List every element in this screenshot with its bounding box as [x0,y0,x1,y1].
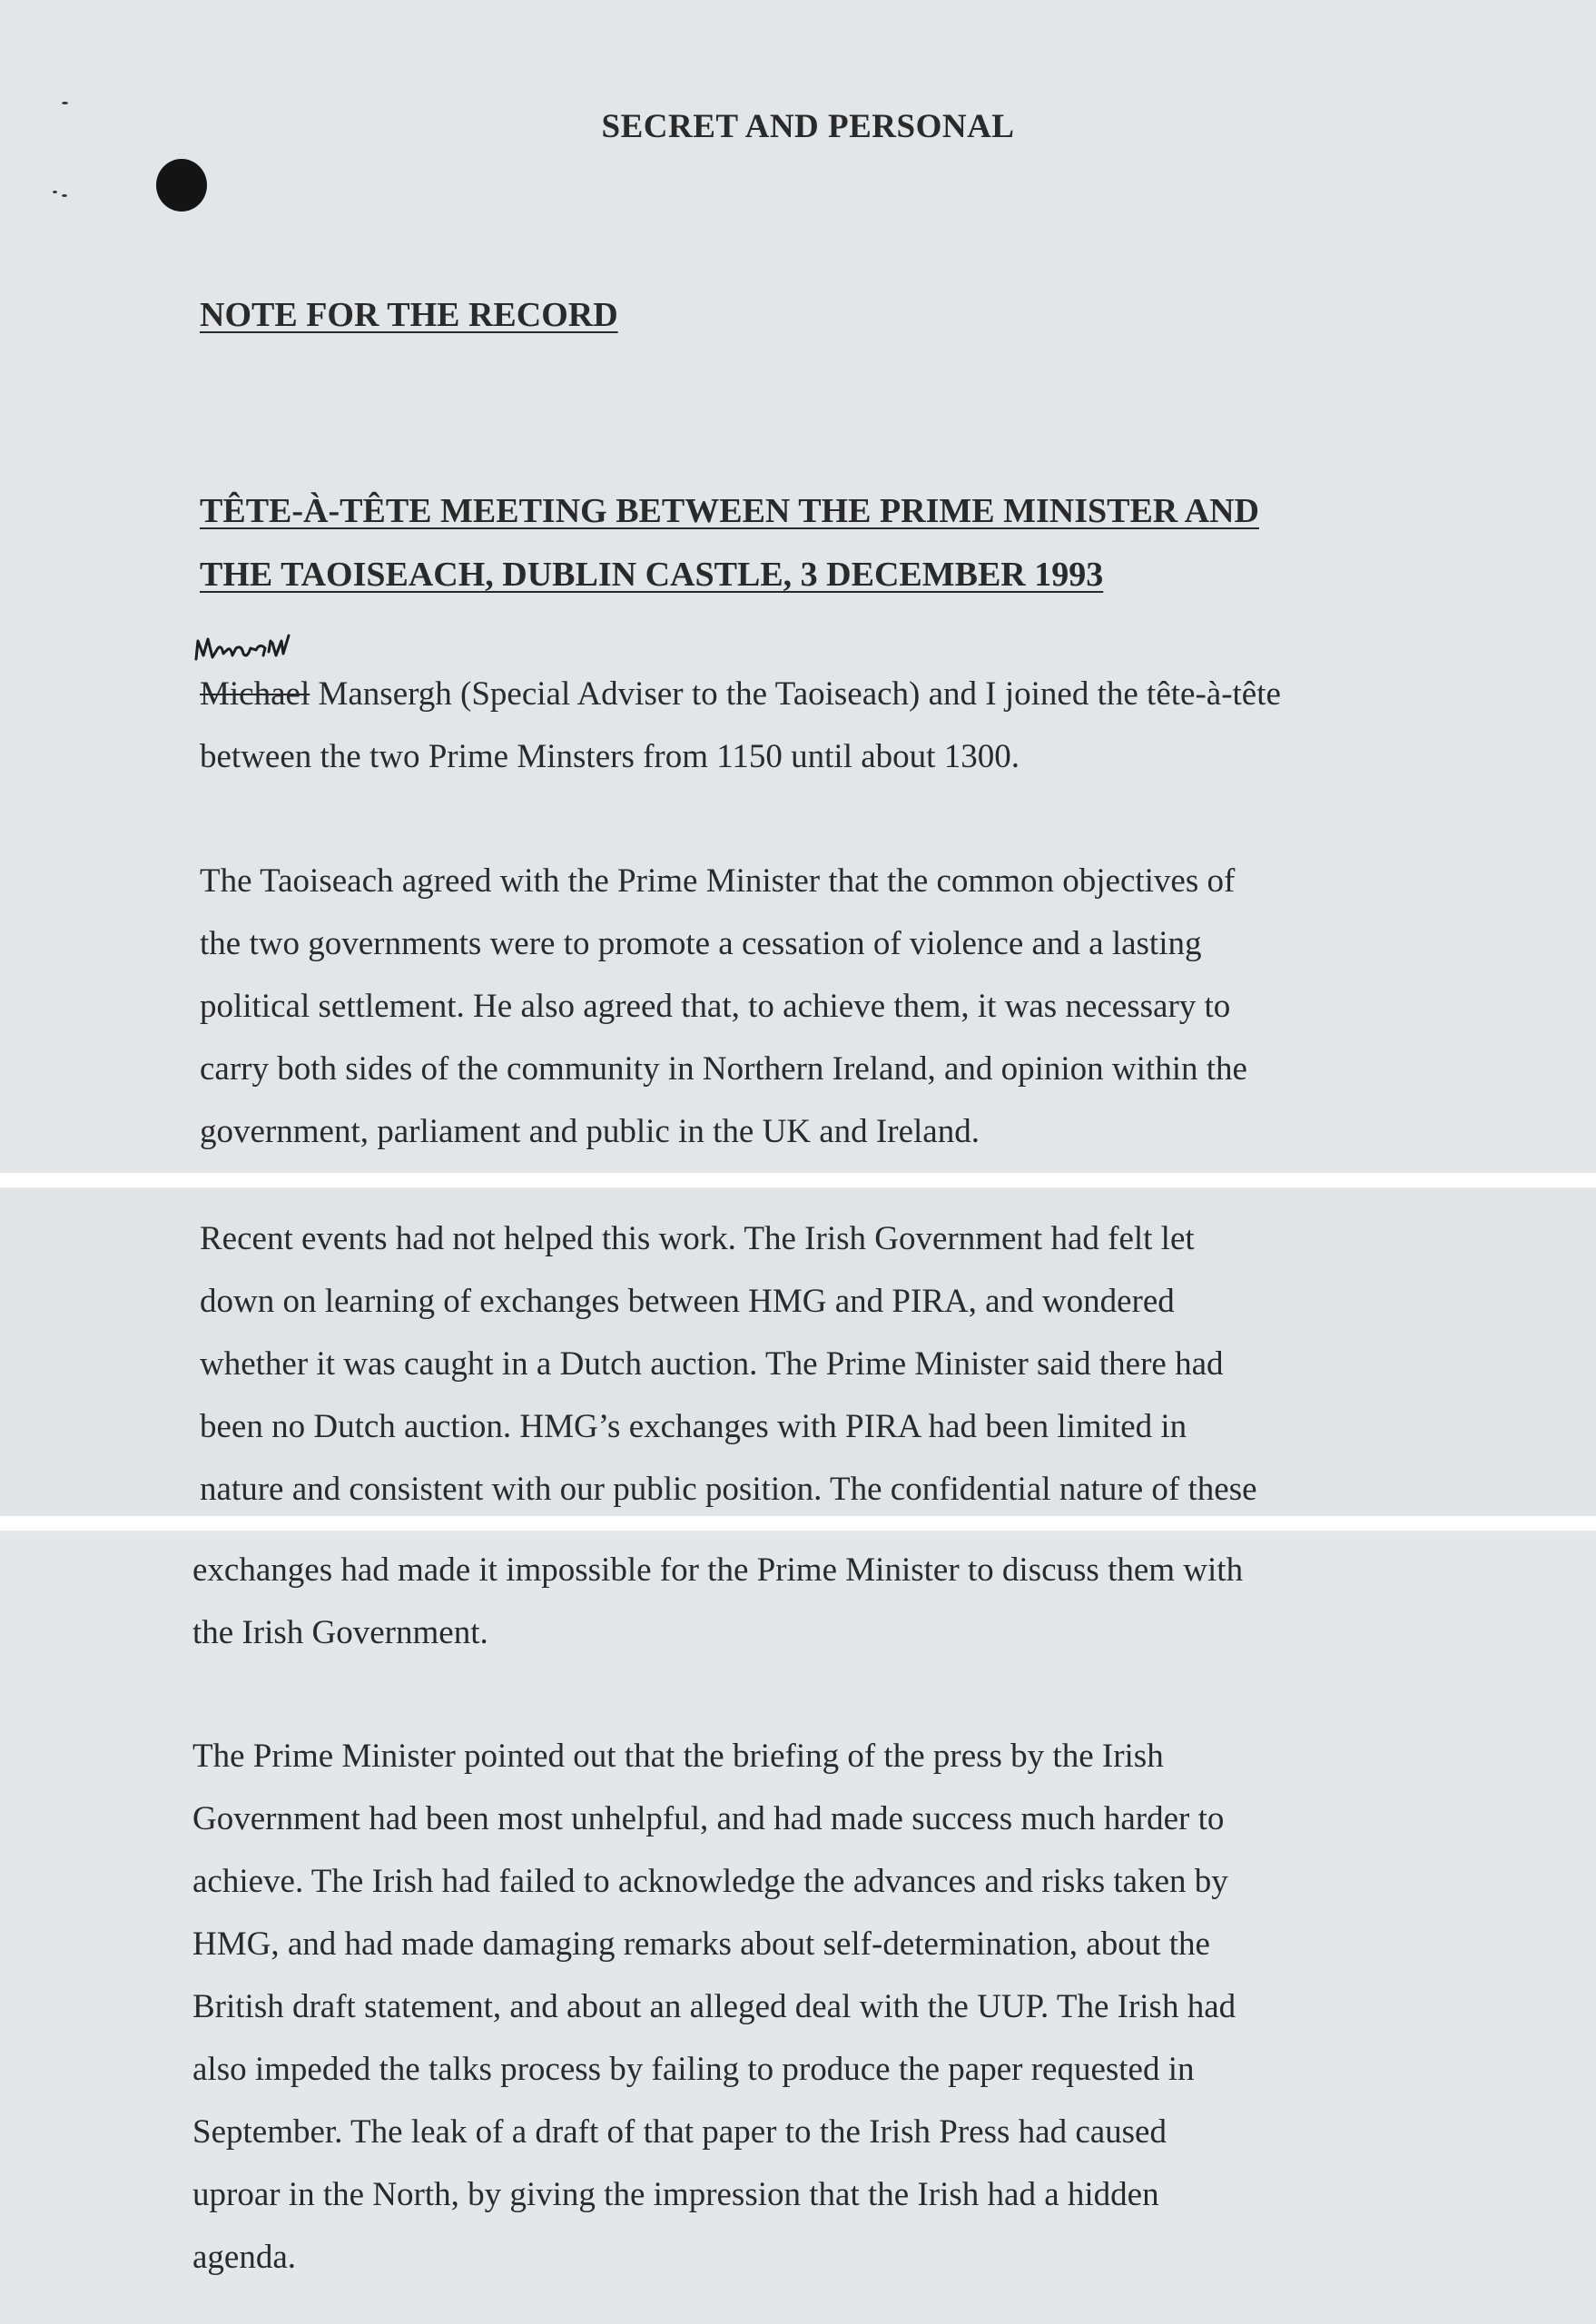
paragraph-line: Government had been most unhelpful, and had made success much harder to [192,1800,1225,1837]
paragraph-line: between the two Prime Minsters from 1150 until about 1300. [200,738,1020,775]
meeting-heading [200,479,1259,606]
paragraph-line: Recent events had not helped this work. The Irish Government had felt let [200,1220,1195,1257]
paragraph-line: achieve. The Irish had failed to acknowledge the advances and risks taken by [192,1863,1228,1900]
paragraph-line: carry both sides of the community in Northern Ireland, and opinion within the [200,1050,1247,1088]
paragraph-line: agenda. [192,2239,297,2276]
paragraph-line: HMG, and had made damaging remarks about self-determination, about the [192,1925,1210,1963]
ink-speck [62,194,67,197]
punch-hole [156,159,207,212]
paragraph-line: the Irish Government. [192,1614,488,1651]
paragraph-line: whether it was caught in a Dutch auction. The Prime Minister said there had [200,1345,1224,1383]
paragraph-line [200,663,1281,725]
meeting-heading-line: THE TAOISEACH, DUBLIN CASTLE, 3 DECEMBER 1993 [200,556,1104,594]
paragraph-line: political settlement. He also agreed that, to achieve them, it was necessary to [200,988,1231,1025]
paragraph-line: been no Dutch auction. HMG’s exchanges with PIRA had been limited in [200,1408,1187,1445]
paragraph-line: government, parliament and public in the UK and Ireland. [200,1113,980,1150]
ink-speck [62,102,68,104]
paragraph-line: exchanges had made it impossible for the Prime Minister to discuss them with [192,1551,1244,1589]
paragraph-line: The Prime Minister pointed out that the briefing of the press by the Irish [192,1738,1164,1775]
paragraph-press-briefing [192,1725,1236,2289]
ink-speck [53,191,57,193]
paragraph-attendance [200,663,1281,788]
paragraph-line: the two governments were to promote a cessation of violence and a lasting [200,925,1202,962]
paragraph-line: September. The leak of a draft of that paper to the Irish Press had caused [192,2113,1167,2151]
paragraph-line: also impeded the talks process by failing to produce the paper requested in [192,2051,1195,2088]
note-heading: NOTE FOR THE RECORD [200,296,618,334]
scan-gap [0,1173,1596,1187]
struck-through-name: Michael [200,675,310,713]
paragraph-line: British draft statement, and about an alleged deal with the UUP. The Irish had [192,1988,1236,2025]
classification-marking: SECRET AND PERSONAL [601,108,1015,145]
paragraph-line: The Taoiseach agreed with the Prime Minister that the common objectives of [200,862,1236,900]
paragraph-text: Mansergh (Special Adviser to the Taoiseach) and I joined the tête-à-tête [310,675,1281,713]
paragraph-line: down on learning of exchanges between HMG and PIRA, and wondered [200,1283,1175,1320]
paragraph-recent-events [200,1207,1257,1521]
meeting-heading-line: TÊTE-À-TÊTE MEETING BETWEEN THE PRIME MINISTER AND [200,492,1259,530]
paragraph-confidential-exchanges [192,1539,1243,1664]
paragraph-line: nature and consistent with our public position. The confidential nature of these [200,1471,1257,1508]
paragraph-common-objectives [200,850,1247,1163]
paragraph-line: uproar in the North, by giving the impression that the Irish had a hidden [192,2176,1159,2213]
